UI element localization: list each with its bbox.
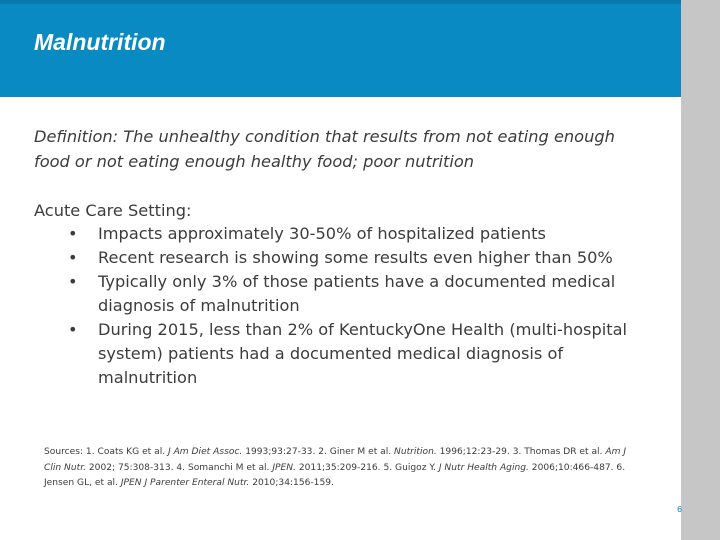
citation-text: 2006;10:466-487. 6. Jensen GL, et al.	[44, 462, 626, 488]
citation-text: 2002; 75:308-313. 4. Somanchi M et al.	[85, 462, 273, 473]
title-banner-edge	[0, 0, 681, 4]
definition-text: Definition: The unhealthy condition that results from not eating enough food or not eating enough healthy food; poor nutrition	[34, 127, 615, 171]
journal-name: Nutrition.	[394, 447, 437, 457]
citation-text: 2010;34:156-159.	[249, 478, 334, 488]
bullet-dot-icon: •	[68, 248, 78, 267]
citation-text: 1993;93:27-33. 2. Giner M et al.	[242, 447, 395, 457]
journal-name: J Am Diet Assoc.	[168, 447, 243, 457]
bullet-text: Recent research is showing some results even higher than 50%	[98, 248, 613, 267]
journal-name: JPEN J Parenter Enteral Nutr.	[120, 478, 250, 488]
bullet-text: Typically only 3% of those patients have a documented medical diagnosis of malnutrition	[98, 272, 616, 315]
citation-text: Sources: 1. Coats KG et al.	[44, 447, 169, 457]
page-number: 6	[677, 505, 683, 514]
bullet-text: Impacts approximately 30-50% of hospitalized patients	[98, 224, 546, 243]
sources-citations	[44, 445, 634, 492]
citation-text: 2011;35:209-216. 5. Guigoz Y.	[295, 462, 439, 473]
bullet-text: During 2015, less than 2% of KentuckyOne Health (multi-hospital system) patients had a documented medical diagnosis of malnutrition	[98, 320, 627, 387]
acute-care-bullet-list	[65, 222, 645, 390]
bullet-item	[65, 222, 645, 246]
bullet-dot-icon: •	[68, 224, 78, 243]
journal-name: JPEN.	[272, 462, 296, 473]
journal-name: J Nutr Health Aging.	[438, 462, 529, 473]
journal-name: Am J Clin Nutr.	[44, 447, 626, 473]
right-side-bar	[681, 0, 720, 540]
slide-title: Malnutrition	[34, 29, 166, 55]
acute-care-heading: Acute Care Setting:	[34, 201, 192, 220]
bullet-dot-icon: •	[68, 272, 78, 291]
bullet-item	[65, 270, 645, 318]
citation-text: 1996;12:23-29. 3. Thomas DR et al.	[436, 447, 606, 457]
bullet-dot-icon: •	[68, 320, 78, 339]
bullet-item	[65, 246, 645, 270]
bullet-item	[65, 318, 645, 390]
